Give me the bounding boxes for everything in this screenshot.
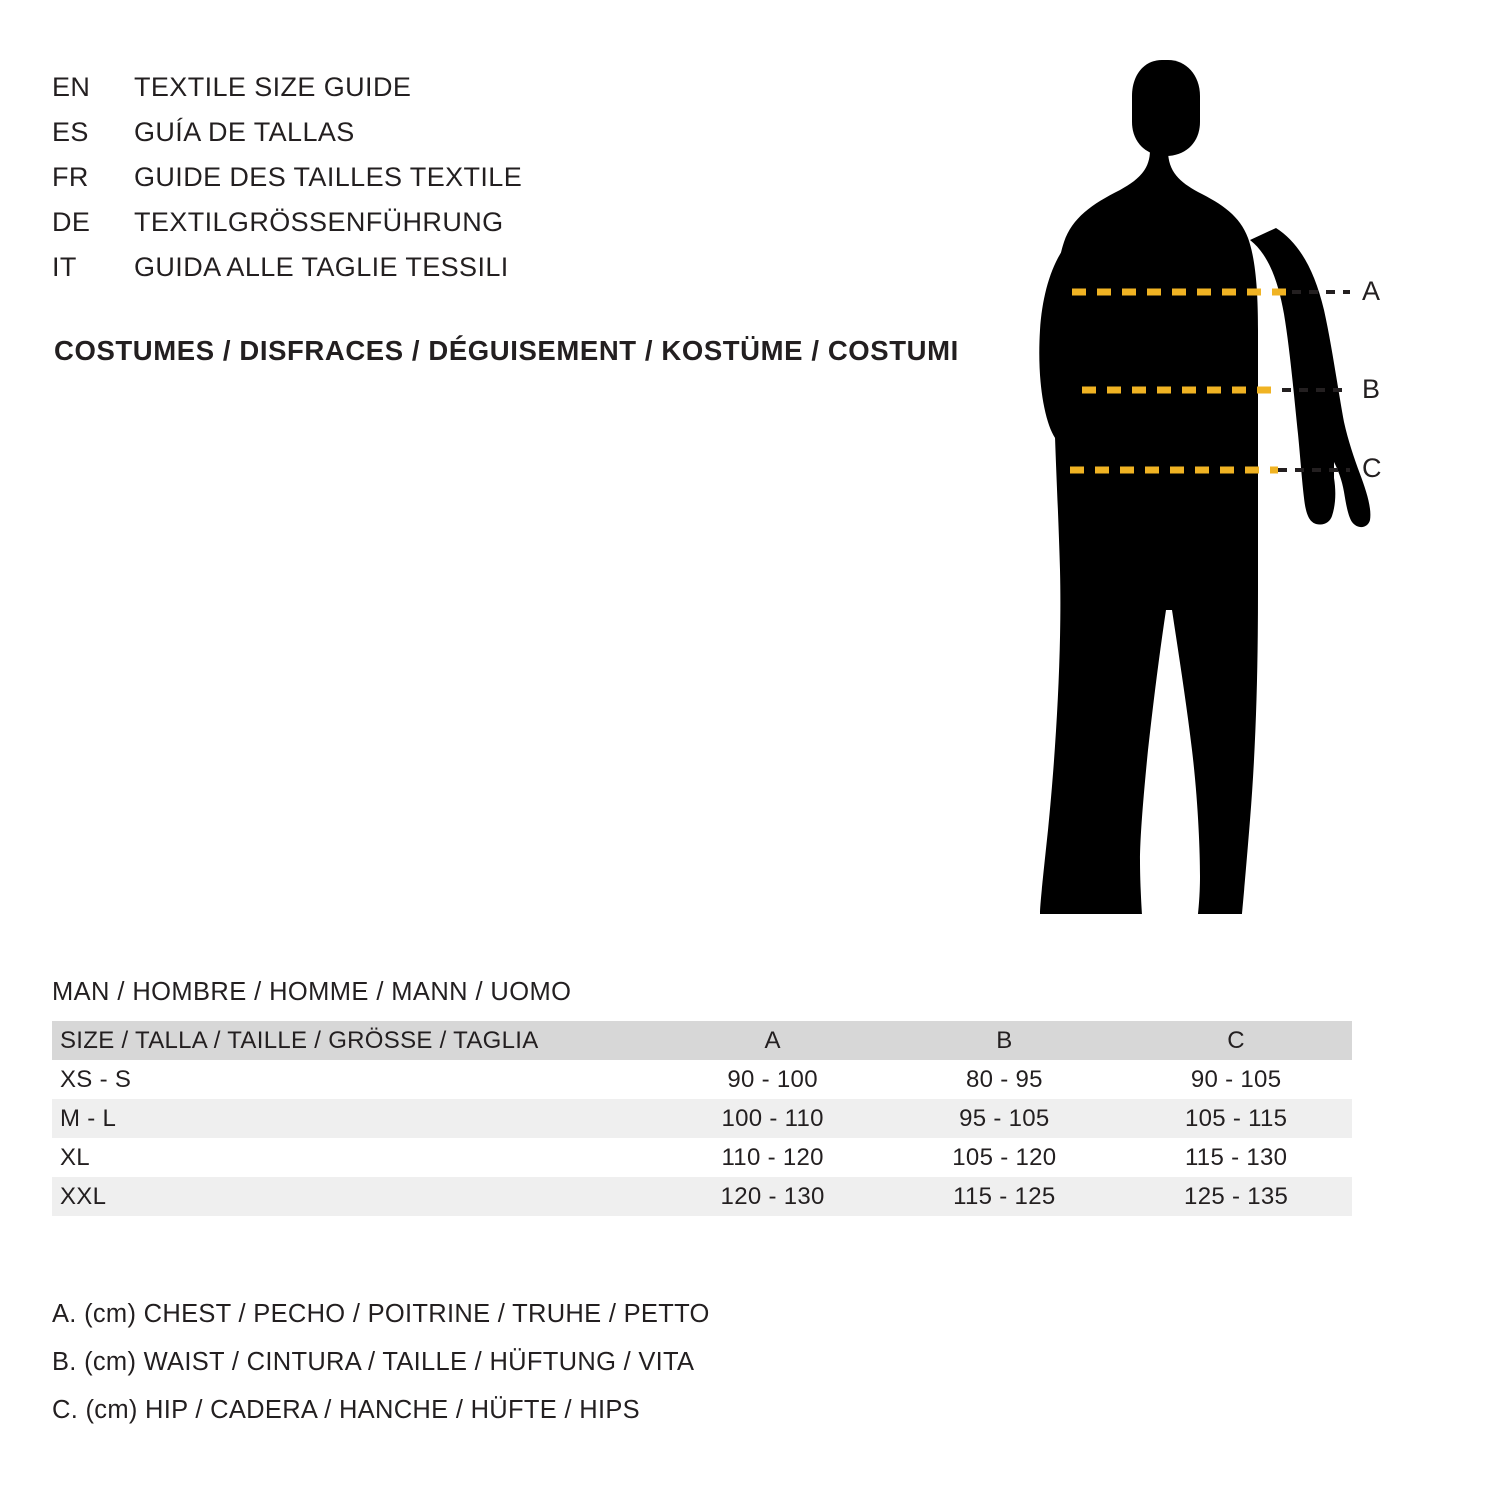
cell-c: 90 - 105 xyxy=(1190,1065,1282,1093)
cell-b: 115 - 125 xyxy=(953,1182,1056,1210)
legend-line-b: B. (cm) WAIST / CINTURA / TAILLE / HÜFTUNG / VITA xyxy=(52,1348,695,1376)
cell-b: 95 - 105 xyxy=(959,1104,1050,1132)
legend-line-c: C. (cm) HIP / CADERA / HANCHE / HÜFTE / HIPS xyxy=(52,1396,640,1424)
cell-size: XL xyxy=(60,1143,90,1171)
language-code-it: IT xyxy=(52,252,77,282)
cell-c: 115 - 130 xyxy=(1184,1143,1288,1171)
cell-c: 105 - 115 xyxy=(1184,1104,1288,1132)
column-header-size: SIZE / TALLA / TAILLE / GRÖSSE / TAGLIA xyxy=(60,1026,539,1054)
cell-size: XS - S xyxy=(60,1065,132,1093)
language-row-es xyxy=(52,117,1012,162)
table-row xyxy=(52,1060,1352,1099)
silhouette-shape xyxy=(1039,60,1370,914)
language-code-fr: FR xyxy=(52,162,89,192)
cell-a: 90 - 100 xyxy=(727,1065,818,1093)
cell-a: 110 - 120 xyxy=(721,1143,824,1171)
table-row xyxy=(52,1138,1352,1177)
table-row xyxy=(52,1099,1352,1138)
size-table-section xyxy=(52,978,1382,1216)
language-text-en: TEXTILE SIZE GUIDE xyxy=(134,72,412,102)
language-text-de: TEXTILGRÖSSENFÜHRUNG xyxy=(134,207,504,237)
cell-a: 100 - 110 xyxy=(721,1104,824,1132)
table-header-row xyxy=(52,1021,1352,1060)
language-code-en: EN xyxy=(52,72,91,102)
language-text-fr: GUIDE DES TAILLES TEXTILE xyxy=(134,162,523,192)
size-table xyxy=(52,1021,1352,1216)
cell-size: M - L xyxy=(60,1104,117,1132)
cell-a: 120 - 130 xyxy=(720,1182,825,1210)
category-line: COSTUMES / DISFRACES / DÉGUISEMENT / KOSTÜME / COSTUMI xyxy=(54,335,959,366)
table-group-title: MAN / HOMBRE / HOMME / MANN / UOMO xyxy=(52,978,572,1006)
language-code-de: DE xyxy=(52,207,91,237)
measurement-legend xyxy=(52,1300,1052,1444)
column-header-b: B xyxy=(996,1026,1013,1054)
cell-c: 125 - 135 xyxy=(1184,1182,1289,1210)
legend-line-a: A. (cm) CHEST / PECHO / POITRINE / TRUHE / PETTO xyxy=(52,1300,710,1328)
marker-label-a: A xyxy=(1362,276,1381,306)
language-code-es: ES xyxy=(52,117,89,147)
language-row-fr xyxy=(52,162,1012,207)
cell-size: XXL xyxy=(60,1182,107,1210)
language-row-de xyxy=(52,207,1012,252)
cell-b: 80 - 95 xyxy=(965,1065,1043,1093)
marker-label-b: B xyxy=(1362,374,1381,404)
body-figure xyxy=(1010,30,1430,930)
marker-label-c: C xyxy=(1362,453,1382,483)
column-header-a: A xyxy=(764,1026,781,1054)
table-row xyxy=(52,1177,1352,1216)
language-text-es: GUÍA DE TALLAS xyxy=(134,117,355,147)
language-row-it xyxy=(52,252,1012,297)
column-header-c: C xyxy=(1227,1026,1245,1054)
language-row-en xyxy=(52,72,1012,117)
language-list xyxy=(52,72,1012,297)
language-text-it: GUIDA ALLE TAGLIE TESSILI xyxy=(134,252,509,282)
cell-b: 105 - 120 xyxy=(952,1143,1057,1171)
